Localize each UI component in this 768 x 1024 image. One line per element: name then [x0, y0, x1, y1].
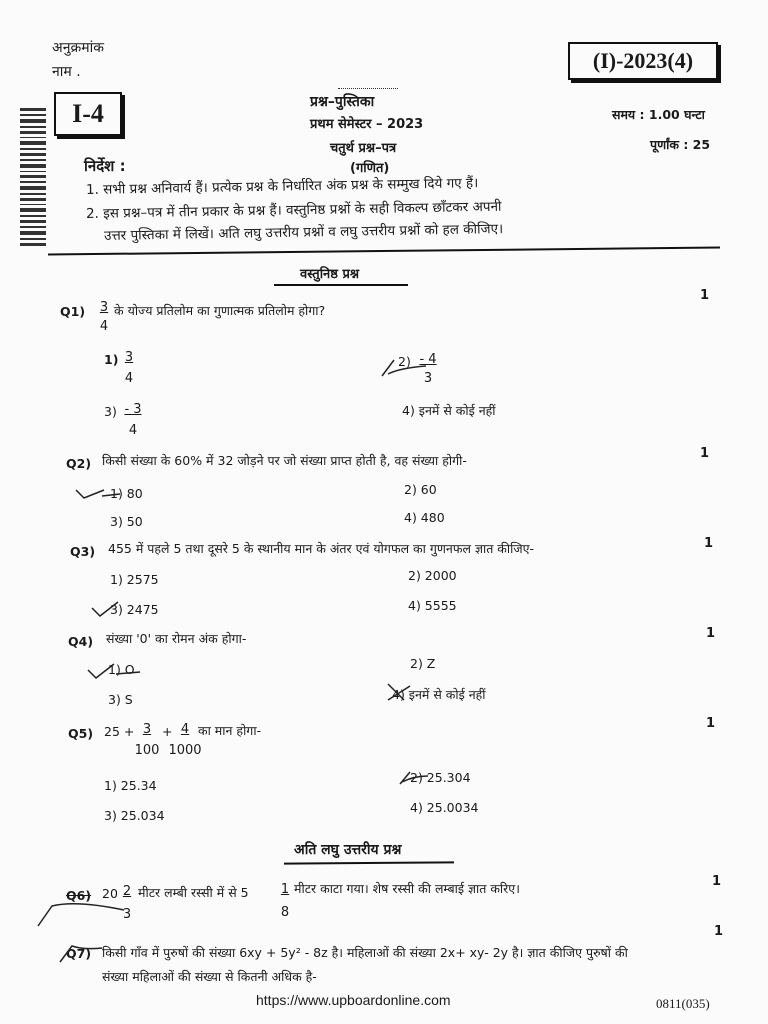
q1-opt2-den: 3 [423, 371, 433, 386]
q1-opt3-num: - 3 [124, 402, 142, 417]
q2-opt1: 1) 80 [110, 486, 143, 501]
q6-text2: मीटर काटा गया। शेष रस्सी की लम्बाई ज्ञात करिए। [294, 881, 520, 896]
q3-label: Q3) [70, 544, 96, 559]
q5-num1: 3 [142, 722, 152, 737]
q2-label: Q2) [66, 456, 92, 471]
q1-label: Q1) [60, 304, 86, 319]
q1-denominator: 4 [99, 319, 109, 334]
q5-den2: 1000 [168, 743, 202, 758]
q1-strike-mark [380, 354, 430, 380]
set-code: I-4 [72, 99, 104, 128]
marks-label: पूर्णांक : 25 [650, 137, 711, 152]
q6-den1: 3 [122, 907, 132, 922]
q5-opt2: 2) 25.304 [410, 770, 471, 785]
q7-mark: 1 [714, 924, 724, 939]
q4-opt3: 3) S [108, 692, 133, 707]
q1-text: के योज्य प्रतिलोम का गुणात्मक प्रतिलोम होगा? [114, 303, 326, 318]
instruction-1: 1. सभी प्रश्न अनिवार्य हैं। प्रत्येक प्रश्न के निर्धारित अंक प्रश्न के सम्मुख दिये गए हैं। [85, 175, 479, 198]
section-objective-heading: वस्तुनिष्ठ प्रश्न [300, 267, 360, 282]
time-label: समय : 1.00 घन्टा [612, 107, 705, 122]
instructions-heading: निर्देश : [84, 157, 126, 175]
roll-number-label: अनुक्रमांक [52, 40, 104, 56]
q7-line1: किसी गाँव में पुरुषों की संख्या 6xy + 5y² - 8z है। महिलाओं की संख्या 2x+ xy- 2y है। ज्ञात कीजिए पुरुषों की [102, 945, 628, 960]
q5-mark: 1 [706, 716, 716, 731]
q6-fraction2 [278, 882, 292, 920]
q1-opt2-num: - 4 [419, 352, 437, 367]
q1-opt4: 4) इनमें से कोई नहीं [402, 403, 496, 418]
instruction-2b: उत्तर पुस्तिका में लिखें। अति लघु उत्तरीय प्रश्नों व लघु उत्तरीय प्रश्नों को हल कीजिए। [103, 221, 504, 244]
q3-opt4: 4) 5555 [408, 598, 457, 613]
q5-opt1: 1) 25.34 [104, 778, 157, 793]
q4-mark: 1 [706, 626, 716, 641]
q5-den1: 100 [134, 743, 160, 758]
q6-den2: 8 [280, 905, 290, 920]
q5-fraction1 [130, 722, 164, 758]
q3-opt1: 1) 2575 [110, 572, 159, 587]
q5-label: Q5) [68, 726, 94, 741]
q4-strike-mark [384, 680, 424, 704]
q2-mark: 1 [700, 446, 710, 461]
q5-fraction2 [168, 722, 202, 758]
name-label: नाम . [52, 64, 81, 80]
q6-whole1: 20 [102, 886, 118, 901]
q5-tick-mark [396, 768, 430, 788]
q1-opt1-label: 1) [104, 352, 119, 367]
booklet-title: प्रश्न–पुस्तिका [310, 94, 375, 110]
q3-opt2: 2) 2000 [408, 568, 457, 583]
q2-text: किसी संख्या के 60% में 32 जोड़ने पर जो संख्या प्राप्त होती है, वह संख्या होगी- [102, 453, 467, 468]
q6-label: Q6) [66, 888, 92, 903]
q7-strike-mark [58, 942, 104, 968]
q1-opt3-den: 4 [128, 423, 138, 438]
q2-opt3: 3) 50 [110, 514, 143, 529]
q6-mark: 1 [712, 874, 722, 889]
q4-opt1: 1) O [108, 662, 135, 677]
q7-label: Q7) [66, 946, 92, 961]
q7-line2: संख्या महिलाओं की संख्या से कितनी अधिक है- [102, 969, 317, 984]
q1-opt1-den: 4 [124, 371, 134, 386]
q5-num2: 4 [180, 722, 190, 737]
q5-text: का मान होगा- [198, 723, 262, 738]
q1-opt3-label: 3) [104, 404, 117, 419]
q1-opt1-fraction [122, 350, 136, 386]
q2-opt4: 4) 480 [404, 510, 445, 525]
q4-label: Q4) [68, 634, 94, 649]
q6-num1: 2 [122, 884, 132, 899]
semester-line: प्रथम सेमेस्टर – 2023 [310, 117, 424, 132]
divider-top [48, 246, 720, 255]
q6-num2: 1 [280, 882, 290, 897]
barcode-strip [20, 108, 46, 248]
footer-url[interactable]: https://www.upboardonline.com [256, 992, 451, 1008]
q6-strike-mark [36, 896, 126, 932]
footer-page-code: 0811(035) [656, 996, 710, 1011]
q1-opt2-label: 2) [398, 354, 411, 369]
q6-text1: मीटर लम्बी रस्सी में से 5 [138, 885, 249, 900]
paper-code: (I)-2023(4) [592, 48, 694, 73]
paper-line: चतुर्थ प्रश्न–पत्र [330, 141, 397, 156]
q4-opt2: 2) Z [410, 656, 436, 671]
subject-line: (गणित) [350, 161, 390, 176]
q5-term1: 25 + [104, 724, 135, 739]
q5-opt4: 4) 25.0034 [410, 800, 479, 815]
q1-opt1-num: 3 [124, 350, 134, 365]
section-short-answer-heading: अति लघु उत्तरीय प्रश्न [294, 842, 402, 858]
q5-plus: + [162, 724, 173, 739]
paper-code-box [568, 42, 718, 80]
q4-opt4: 4) इनमें से कोई नहीं [392, 687, 486, 702]
q1-opt3-fraction [122, 402, 144, 438]
q3-mark: 1 [704, 536, 714, 551]
q5-opt3: 3) 25.034 [104, 808, 165, 823]
set-box [54, 92, 122, 136]
q1-fraction [98, 300, 110, 334]
q1-numerator: 3 [99, 300, 109, 315]
instruction-2a: 2. इस प्रश्न–पत्र में तीन प्रकार के प्रश्न हैं। वस्तुनिष्ठ प्रश्नों के सही विकल्प छाँटकर अपनी [85, 198, 502, 222]
q1-mark: 1 [700, 288, 710, 303]
q3-text: 455 में पहले 5 तथा दूसरे 5 के स्थानीय मान के अंतर एवं योगफल का गुणनफल ज्ञात कीजिए- [108, 541, 535, 556]
q2-opt2: 2) 60 [404, 482, 437, 497]
q3-opt3: 3) 2475 [110, 602, 159, 617]
q3-tick-mark [90, 598, 130, 620]
q4-text: संख्या '0' का रोमन अंक होगा- [106, 631, 247, 646]
